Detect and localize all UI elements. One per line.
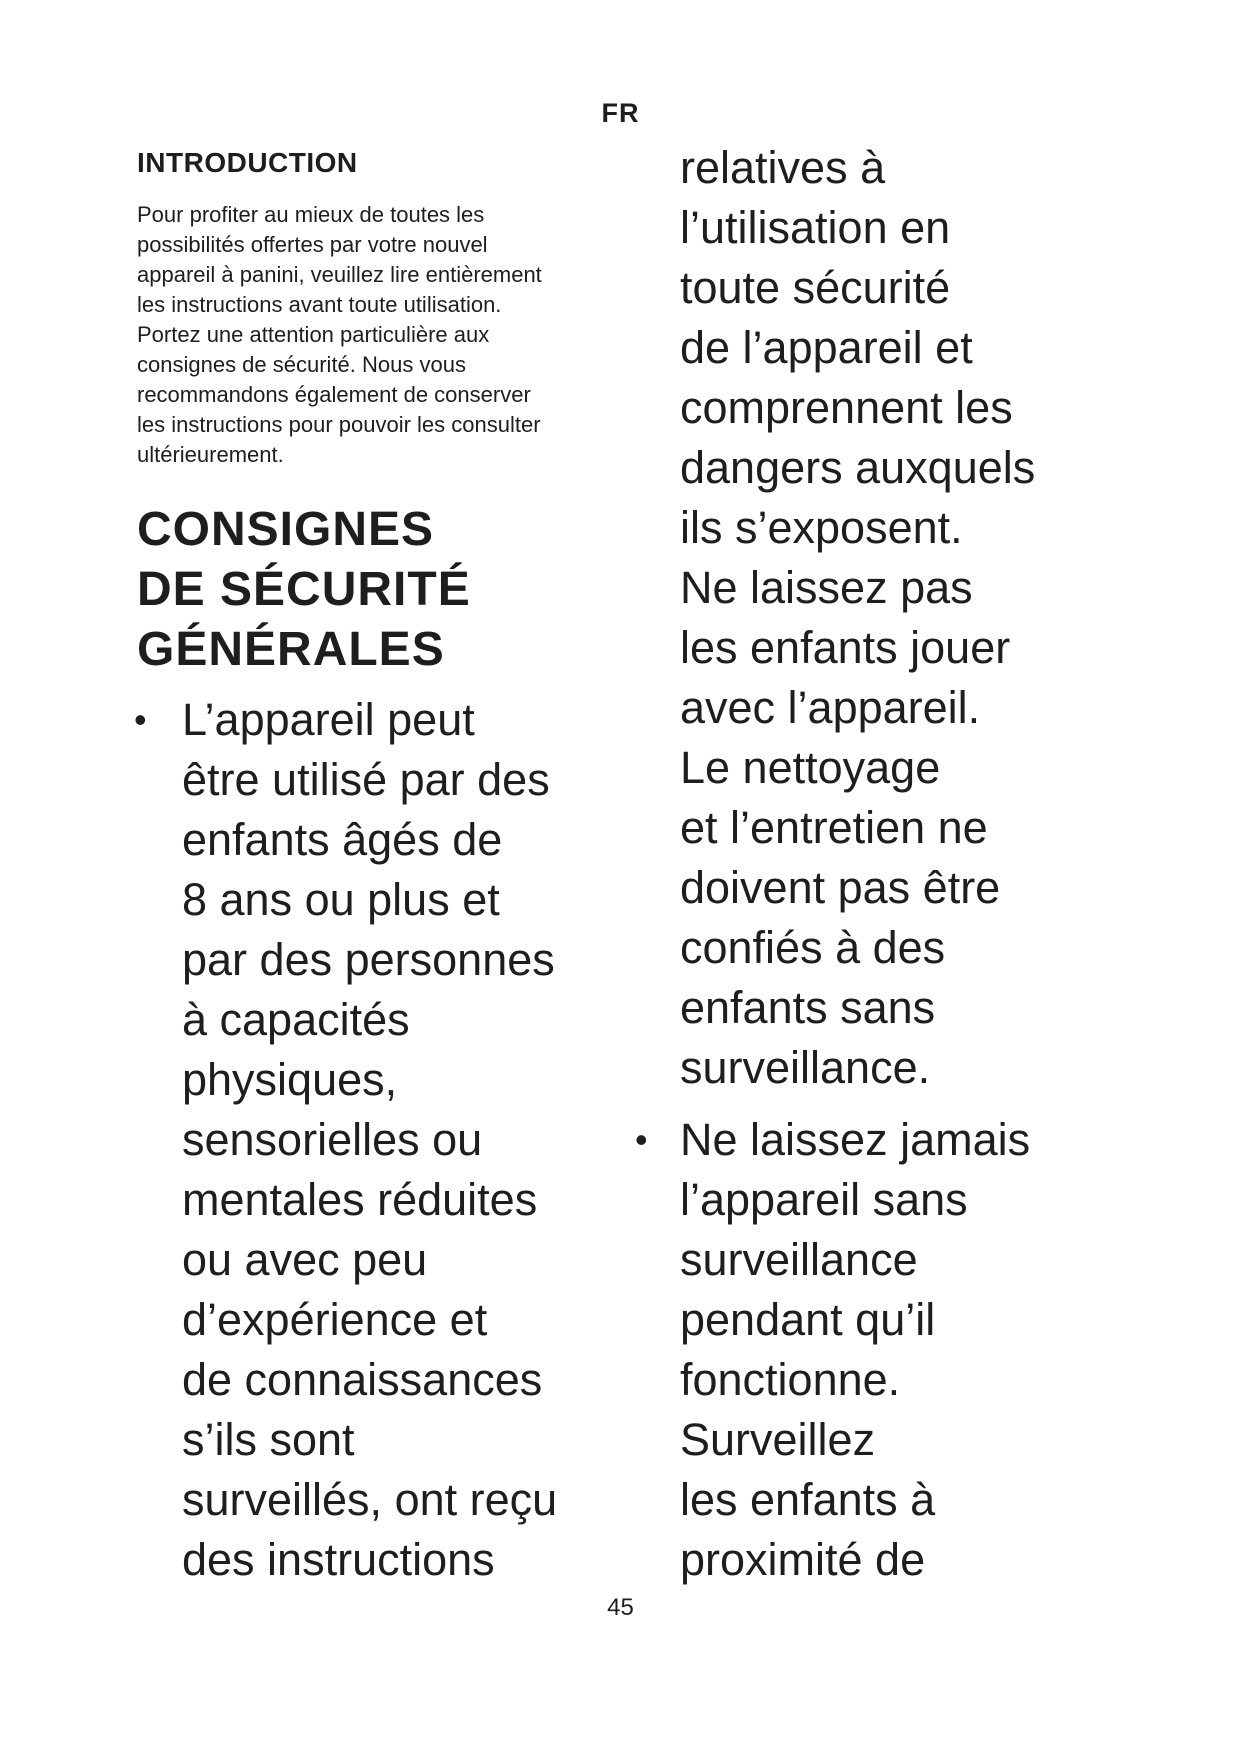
continuation-line: confiés à des (680, 922, 946, 973)
intro-heading: INTRODUCTION (137, 147, 358, 178)
intro-line: possibilités offertes par votre nouvel (137, 231, 488, 257)
intro-line: Pour profiter au mieux de toutes les (137, 201, 485, 227)
bullet-line: 8 ans ou plus et (182, 873, 500, 925)
section-title-line: GÉNÉRALES (137, 622, 445, 676)
bullet-line: L’appareil peut (182, 693, 475, 745)
bullet-line: fonctionne. (680, 1354, 901, 1405)
continuation-line: avec l’appareil. (680, 682, 981, 733)
right-column (635, 138, 1150, 1590)
continuation-line: doivent pas être (680, 862, 1001, 913)
bullet-line: s’ils sont (182, 1413, 355, 1465)
bullet-marker: • (635, 1119, 648, 1160)
bullet-item-supervision (635, 1110, 1150, 1590)
bullet-line: surveillés, ont reçu (182, 1473, 558, 1525)
bullet-line: ou avec peu (182, 1233, 428, 1285)
bullet-line: d’expérience et (182, 1293, 488, 1345)
section-title (137, 500, 617, 680)
bullet-line: sensorielles ou (182, 1113, 483, 1165)
bullet-line: par des personnes (182, 933, 555, 985)
language-label: FR (601, 98, 640, 128)
left-column (134, 138, 617, 1590)
bullet-line: des instructions (182, 1533, 495, 1585)
bullet-continuation (680, 138, 1150, 1098)
bullet-item-children (134, 690, 617, 1590)
intro-line: recommandons également de conserver (137, 381, 531, 407)
continuation-line: Le nettoyage (680, 742, 941, 793)
bullet-line: mentales réduites (182, 1173, 538, 1225)
bullet-line: surveillance (680, 1234, 918, 1285)
bullet-marker: • (134, 698, 147, 740)
continuation-line: de l’appareil et (680, 322, 973, 373)
bullet-line: les enfants à (680, 1474, 936, 1525)
intro-line: les instructions avant toute utilisation. (137, 291, 502, 317)
bullet-line: l’appareil sans (680, 1174, 968, 1225)
section-title-line: CONSIGNES (137, 502, 435, 556)
bullet-line: Ne laissez jamais (680, 1114, 1031, 1165)
intro-line: appareil à panini, veuillez lire entièrement (137, 261, 542, 287)
continuation-line: ils s’exposent. (680, 502, 963, 553)
intro-line: ultérieurement. (137, 441, 284, 467)
intro-line: les instructions pour pouvoir les consulter (137, 411, 541, 437)
continuation-line: toute sécurité (680, 262, 951, 313)
section-title-line: DE SÉCURITÉ (137, 562, 471, 616)
continuation-line: les enfants jouer (680, 622, 1011, 673)
bullet-line: de connaissances (182, 1353, 543, 1405)
intro-line: Portez une attention particulière aux (137, 321, 490, 347)
bullet-line: pendant qu’il (680, 1294, 936, 1345)
bullet-line: physiques, (182, 1053, 398, 1105)
continuation-line: Ne laissez pas (680, 562, 973, 613)
bullet-line: Surveillez (680, 1414, 876, 1465)
continuation-line: et l’entretien ne (680, 802, 988, 853)
continuation-line: relatives à (680, 142, 886, 193)
bullet-line: à capacités (182, 993, 410, 1045)
intro-line: consignes de sécurité. Nous vous (137, 351, 466, 377)
bullet-line: enfants âgés de (182, 813, 503, 865)
continuation-line: enfants sans (680, 982, 936, 1033)
bullet-line: être utilisé par des (182, 753, 550, 805)
bullet-line: proximité de (680, 1534, 926, 1585)
continuation-line: surveillance. (680, 1042, 931, 1093)
intro-paragraph (137, 200, 617, 470)
page-number: 45 (607, 1594, 634, 1621)
continuation-line: dangers auxquels (680, 442, 1036, 493)
continuation-line: comprennent les (680, 382, 1013, 433)
continuation-line: l’utilisation en (680, 202, 951, 253)
